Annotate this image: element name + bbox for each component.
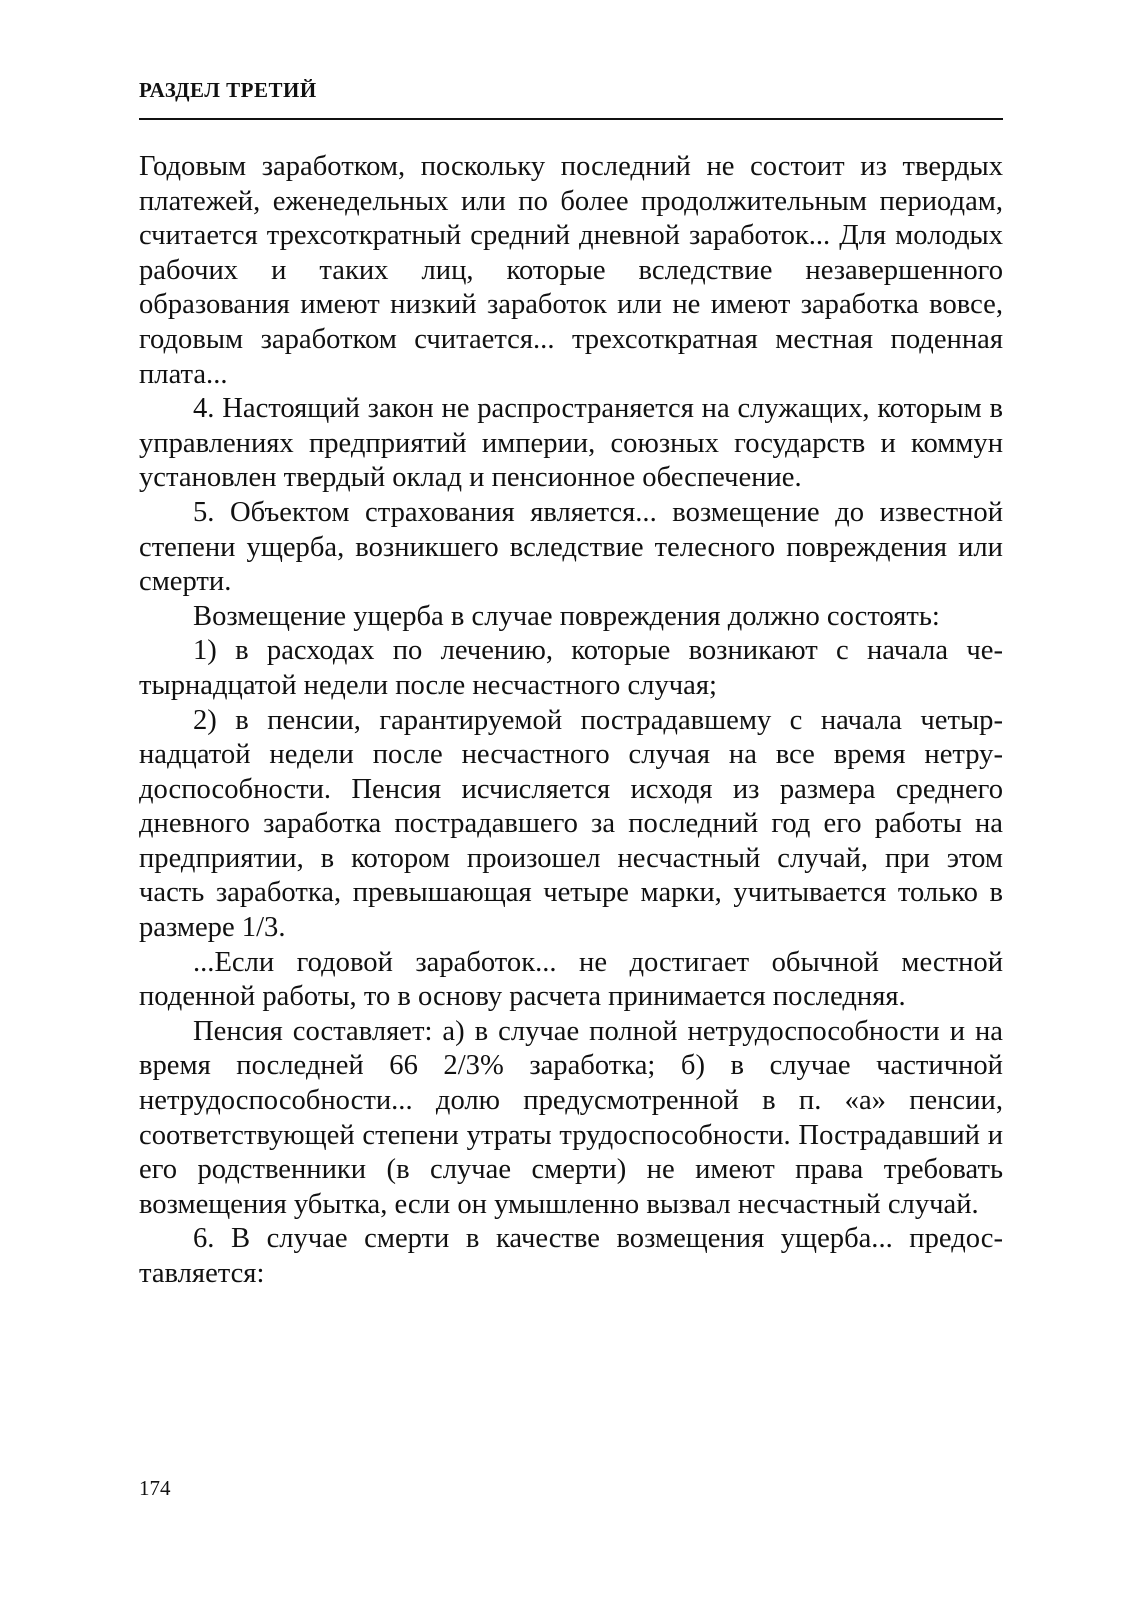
- header-rule: [139, 118, 1003, 120]
- paragraph-item-6: 6. В случае смерти в качестве возмещения ущерба... предоставляется:: [139, 1223, 1003, 1289]
- paragraph-annual-earnings: Годовым заработком, поскольку последний не состоит из твердых платежей, еженедельных или по более продолжительным периодам, считается трехсоткратный средний дневной заработок... Для молодых рабочих и таких лиц, которые вследствие незавершенного образования имеют низкий заработок или не имеют заработка вовсе, годовым заработком считается... трехсоткратная местная поденная плата...: [139, 151, 1003, 390]
- page-number: 174: [139, 1476, 171, 1500]
- running-head-title: РАЗДЕЛ ТРЕТИЙ: [139, 78, 317, 102]
- paragraph-compensation-intro: Возмещение ущерба в случае повреждения должно состоять:: [193, 600, 940, 632]
- paragraph-subitem-1: 1) в расходах по лечению, которые возникают с начала четырнадцатой недели после несчастного случая;: [139, 635, 1003, 701]
- paragraph-item-4: 4. Настоящий закон не распространяется на служащих, которым в управлениях предприятий империи, союзных государств и коммун установлен твердый оклад и пенсионное обеспечение.: [139, 393, 1003, 494]
- body-text: [139, 150, 1003, 1292]
- paragraph-pension-amount: Пенсия составляет: а) в случае полной нетрудоспособности и на время последней 66 2/3% заработка; б) в случае частичной нетрудоспособности... долю предусмотренной в п. «а» пенсии, соответствующей степени утраты трудоспособности. Пострадавший и его родственники (в случае смерти) не имеют права требовать возмещения убытка, если он умышленно вызвал несчастный случай.: [139, 1015, 1003, 1220]
- paragraph-item-5: 5. Объектом страхования является... возмещение до известной степени ущерба, возникшего вследствие телесного повреждения или смерти.: [139, 496, 1003, 598]
- paragraph-annual-earnings-threshold: ...Если годовой заработок... не достигает обычной местной поденной работы, то в основу расчета принимается последняя.: [139, 946, 1003, 1013]
- paragraph-subitem-2: 2) в пенсии, гарантируемой пострадавшему с начала четырнадцатой недели после несчастного случая на все время нетрудоспособности. Пенсия исчисляется исходя из размера среднего дневного заработка пострадавшего за последний год его работы на предприятии, в котором произошел несчастный случай, при этом часть заработка, превышающая четыре марки, учитывается только в размере 1/3.: [139, 704, 1003, 944]
